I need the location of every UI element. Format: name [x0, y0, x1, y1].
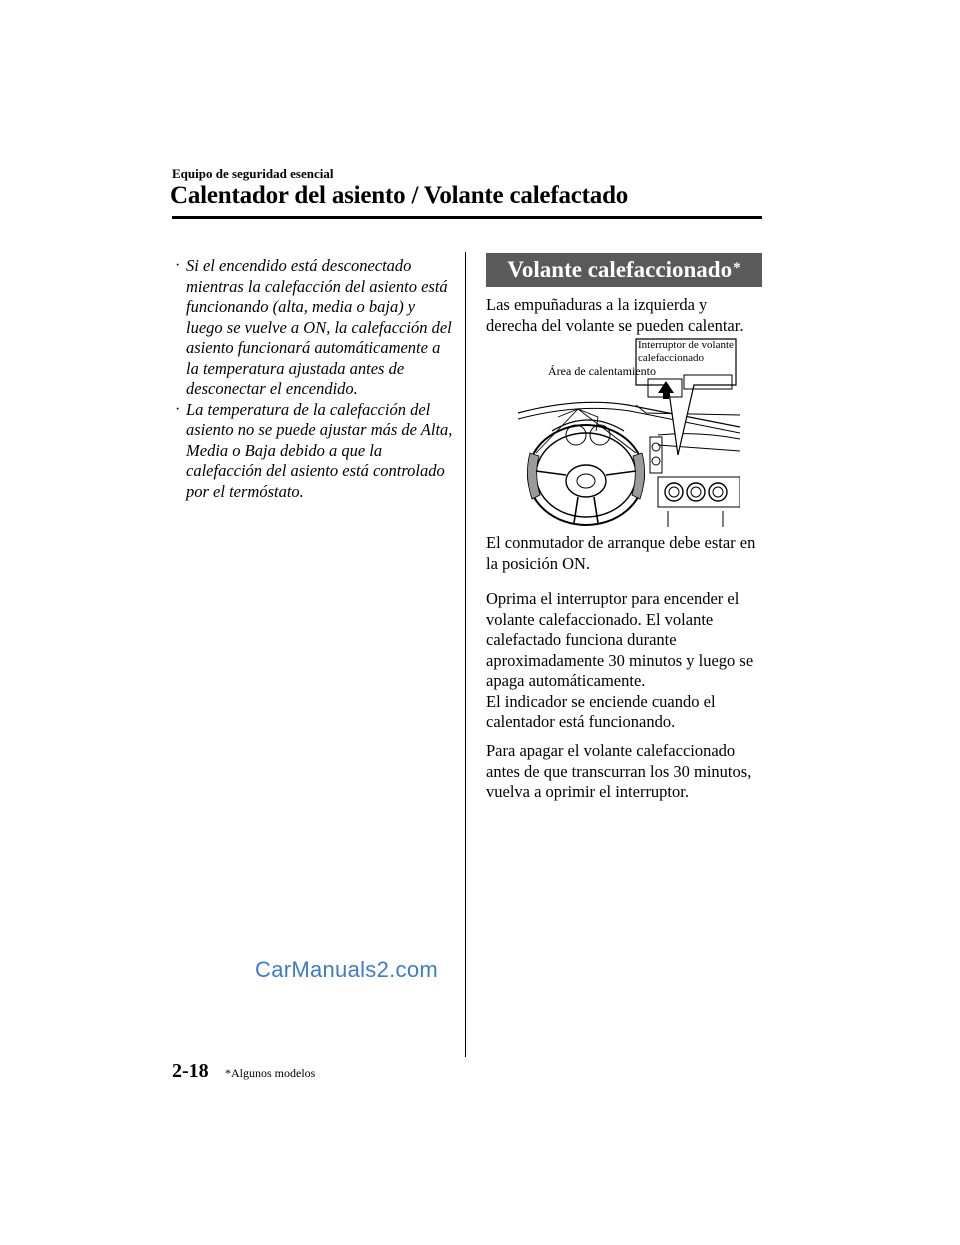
paragraph-ignition: [486, 533, 762, 574]
switch-label: Interruptor de volante calefaccionado: [638, 339, 734, 364]
footnote: *Algunos modelos: [225, 1066, 316, 1080]
bullet-dot-icon: ·: [175, 400, 181, 418]
steering-wheel-figure: [518, 335, 740, 527]
bullet-text: La temperatura de la calefacción del asiento no se puede ajustar más de Alta, Media o Baja debido a que la calefacción del asiento está controlado por el termóstato.: [186, 399, 453, 501]
column-divider: [465, 252, 466, 1057]
bullet-dot-icon: ·: [175, 257, 181, 274]
watermark-logo: CarManuals2.com: [255, 957, 439, 982]
ignition-text: El conmutador de arranque debe estar en la posición ON.: [486, 533, 756, 573]
intro-text: Las empuñaduras a la izquierda y derecha del volante se pueden calentar.: [486, 295, 744, 335]
left-column: [172, 256, 454, 502]
bullet-text: Si el encendido está desconectado mientras la calefacción del asiento está funcionando (alta, media o baja) y luego se vuelve a ON, la calefacción del asiento funcionará automáticamente a la temperatura ajustada antes de desconectar el encendido.: [186, 256, 452, 398]
section-heading-bar: [486, 253, 762, 287]
bullet-item: [172, 256, 454, 400]
paragraph-turn-off: [486, 741, 762, 803]
section-label: Equipo de seguridad esencial: [172, 166, 334, 181]
footnote-mark: *: [733, 259, 741, 276]
section-heading: Volante calefaccionado: [507, 257, 733, 282]
turn-off-text: Para apagar el volante calefaccionado antes de que transcurran los 30 minutos, vuelva a oprimir el interruptor.: [486, 741, 752, 801]
indicator-text: El indicador se enciende cuando el calentador está funcionando.: [486, 691, 716, 731]
bullet-item: [172, 400, 454, 503]
intro-paragraph: [486, 295, 762, 336]
operation-text: Oprima el interruptor para encender el volante calefaccionado. El volante calefactado funciona durante aproximadamente 30 minutos y luego se apaga automáticamente.: [486, 589, 754, 690]
page-title: Calentador del asiento / Volante calefactado: [170, 182, 629, 209]
title-rule: [172, 216, 762, 219]
page-number: 2-18: [172, 1060, 209, 1082]
heating-area-label: Área de calentamiento: [548, 364, 656, 378]
paragraph-operation: [486, 589, 762, 733]
